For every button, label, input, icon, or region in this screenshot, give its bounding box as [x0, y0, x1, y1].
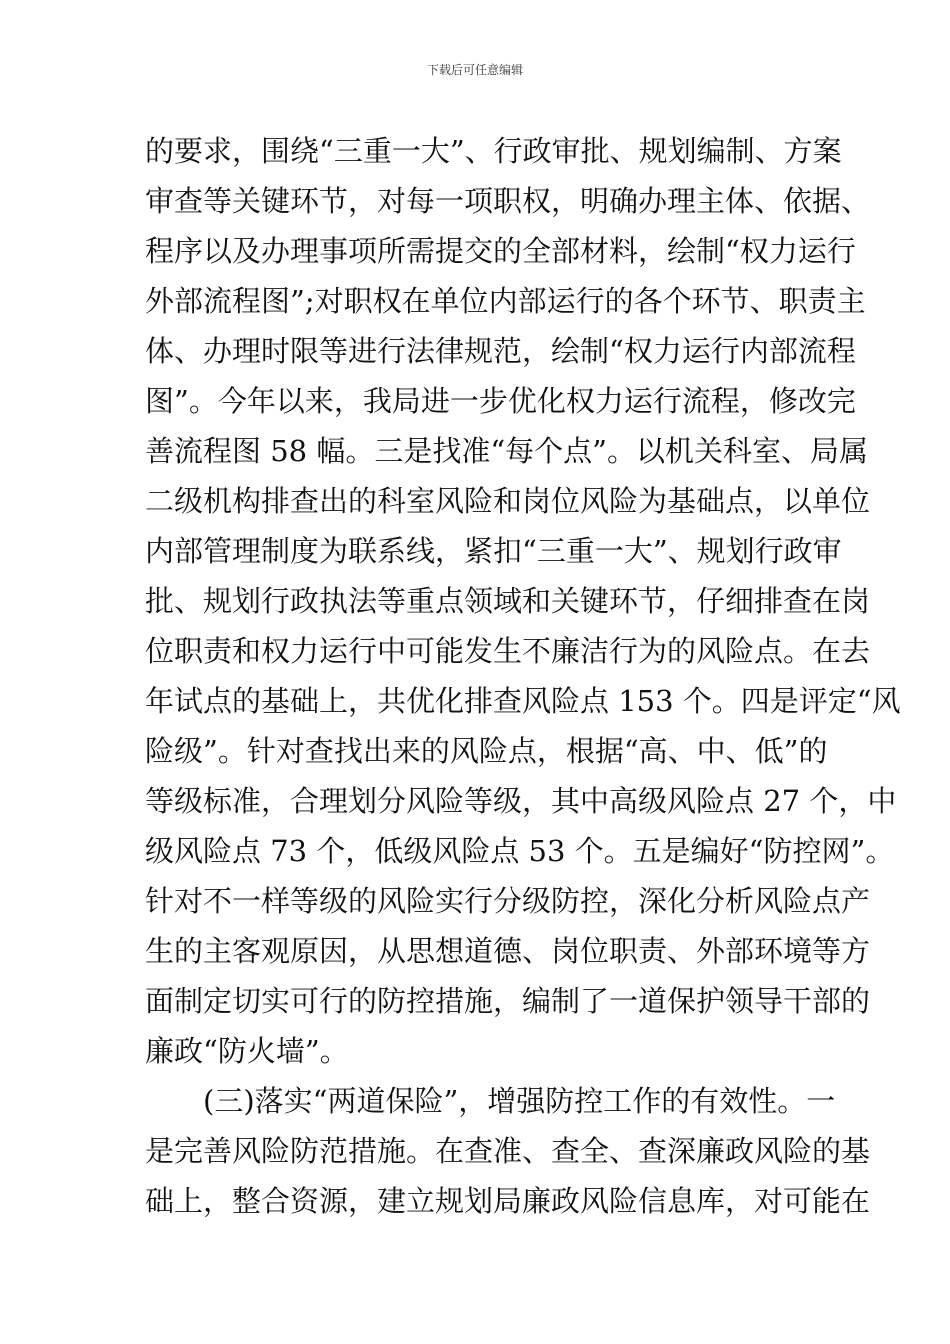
- text-line: 内部管理制度为联系线，紧扣“三重一大”、规划行政审: [145, 534, 842, 568]
- paragraph-1: [145, 126, 901, 1076]
- text-line: 批、规划行政执法等重点领域和关键环节，仔细排查在岗: [145, 584, 871, 618]
- text-line: 针对不一样等级的风险实行分级防控，深化分析风险点产: [145, 884, 871, 918]
- text-line: 险级”。针对查找出来的风险点，根据“高、中、低”的: [145, 734, 828, 768]
- text-line: 位职责和权力运行中可能发生不廉洁行为的风险点。在去: [145, 634, 871, 668]
- text-line: 审查等关键环节，对每一项职权，明确办理主体、依据、: [145, 184, 871, 218]
- text-line: 等级标准，合理划分风险等级，其中高级风险点 27 个，中: [145, 784, 897, 818]
- text-line: 廉政“防火墙”。: [145, 1034, 349, 1068]
- text-line: 面制定切实可行的防控措施，编制了一道保护领导干部的: [145, 984, 871, 1018]
- text-line: (三)落实“两道保险”，增强防控工作的有效性。一: [203, 1084, 836, 1118]
- text-line: 础上，整合资源，建立规划局廉政风险信息库，对可能在: [145, 1184, 871, 1218]
- text-line: 体、办理时限等进行法律规范，绘制“权力运行内部流程: [145, 334, 856, 368]
- paragraph-2: [145, 1076, 871, 1226]
- page-header: 下载后可任意编辑: [426, 63, 523, 77]
- text-line: 图”。今年以来，我局进一步优化权力运行流程，修改完: [145, 384, 856, 418]
- text-line: 级风险点 73 个，低级风险点 53 个。五是编好“防控网”。: [145, 834, 895, 868]
- text-line: 二级机构排查出的科室风险和岗位风险为基础点，以单位: [145, 484, 871, 518]
- document-body: [145, 126, 901, 1226]
- text-line: 年试点的基础上，共优化排查风险点 153 个。四是评定“风: [145, 684, 901, 718]
- text-line: 是完善风险防范措施。在查准、查全、查深廉政风险的基: [145, 1134, 871, 1168]
- text-line: 程序以及办理事项所需提交的全部材料，绘制“权力运行: [145, 234, 856, 268]
- text-line: 外部流程图”;对职权在单位内部运行的各个环节、职责主: [145, 284, 866, 318]
- text-line: 生的主客观原因，从思想道德、岗位职责、外部环境等方: [145, 934, 871, 968]
- text-line: 善流程图 58 幅。三是找准“每个点”。以机关科室、局属: [145, 434, 868, 468]
- text-line: 的要求，围绕“三重一大”、行政审批、规划编制、方案: [145, 134, 842, 168]
